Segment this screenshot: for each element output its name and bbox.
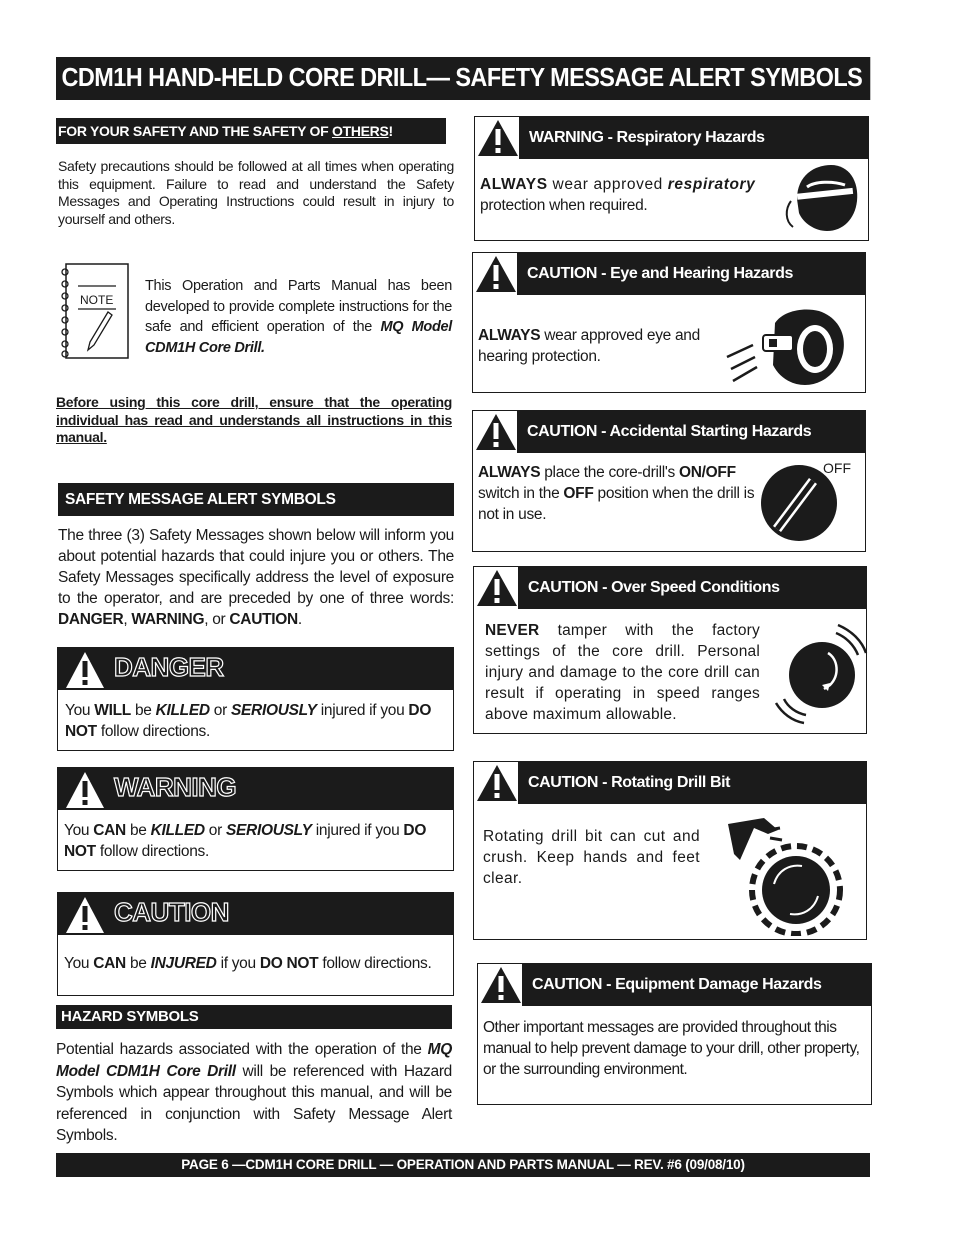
alert-end: . (297, 611, 302, 628)
eye-t2: wear approved eye and hearing protection. (478, 327, 700, 365)
accidental-starting-header (473, 411, 865, 453)
caution-t5: if you (216, 955, 260, 972)
caution-text (64, 953, 446, 974)
warning-t2: CAN (93, 822, 126, 839)
alert-triangle-icon (475, 568, 519, 608)
accidental-starting-label: CAUTION - Accidental Starting Hazards (527, 423, 812, 440)
eye-hearing-protection-icon (723, 305, 853, 389)
panel-icon-box (478, 964, 524, 1006)
off-switch-icon (759, 457, 863, 547)
note-text (145, 276, 452, 358)
alert-triangle-icon (474, 254, 518, 294)
warning-t7: injured if you (311, 822, 404, 839)
safety-heading (56, 118, 446, 144)
caution-t4: INJURED (150, 955, 217, 972)
panel-icon-box (473, 411, 519, 453)
over-speed-label: CAUTION - Over Speed Conditions (528, 579, 780, 596)
safety-text: Safety precautions should be followed at all times when operating this equipment. Failure to read and understand the Safety Messages and Operating Instructions could result in injury to yourself and others. (58, 158, 454, 227)
alert-triangle-icon (475, 763, 519, 803)
equipment-damage-panel (477, 963, 872, 1105)
warning-text (64, 820, 446, 862)
alert-word-danger: DANGER (58, 611, 124, 628)
caution-t6: DO NOT (259, 955, 319, 972)
rotating-bit-label: CAUTION - Rotating Drill Bit (528, 774, 731, 791)
eye-hearing-header (473, 253, 865, 295)
safety-heading-prefix: FOR YOUR SAFETY AND THE SAFETY OF (58, 123, 332, 139)
alert-sep-1: , (123, 611, 132, 628)
caution-t3: be (125, 955, 151, 972)
caution-t1: You (64, 955, 94, 972)
panel-icon-box (474, 567, 520, 609)
danger-word: DANGER (114, 652, 224, 682)
starting-t5: OFF (563, 485, 594, 502)
starting-t3: ON/OFF (679, 464, 736, 481)
eye-hearing-label: CAUTION - Eye and Hearing Hazards (527, 265, 793, 282)
respiratory-text (480, 174, 772, 216)
alert-symbols-text (58, 525, 454, 630)
rotating-bit-header (474, 762, 866, 804)
danger-t4: KILLED (155, 702, 210, 719)
rotating-bit-panel (473, 761, 867, 940)
warning-word: WARNING (114, 772, 237, 802)
over-speed-panel (473, 566, 867, 734)
alert-triangle-icon (64, 650, 106, 690)
alert-word-caution: CAUTION (229, 611, 298, 628)
page-title: CDM1H HAND-HELD CORE DRILL— SAFETY MESSAGE ALERT SYMBOLS (56, 57, 870, 100)
overspeed-t2: tamper with the factory settings of the core drill. Personal injury and damage to the core drill can result if operating in speed ranges above maximum allowable. (485, 622, 760, 723)
caution-word: CAUTION (114, 897, 229, 927)
equipment-damage-header (478, 964, 871, 1006)
warning-box (57, 767, 454, 871)
accidental-starting-panel (472, 410, 866, 552)
alert-word-warning: WARNING (131, 611, 205, 628)
over-speed-header (474, 567, 866, 609)
warning-t1: You (64, 822, 94, 839)
rotating-bit-icon (724, 810, 860, 936)
equipment-damage-label: CAUTION - Equipment Damage Hazards (532, 976, 822, 993)
starting-t4: switch in the (478, 485, 564, 502)
danger-t7: injured if you (316, 702, 409, 719)
respirator-icon (783, 161, 863, 237)
overspeed-t1: NEVER (485, 622, 540, 639)
danger-t1: You (65, 702, 95, 719)
note-text-plain: This Operation and Parts Manual has been developed to provide complete instructions for the safe and efficient operation of the (145, 278, 452, 335)
hazard-symbols-text (56, 1039, 452, 1147)
eye-t1: ALWAYS (478, 327, 541, 344)
caution-header (58, 893, 453, 935)
rotating-bit-text: Rotating drill bit can cut and crush. Keep hands and feet clear. (483, 828, 700, 887)
warning-t5: or (204, 822, 226, 839)
warning-t3: be (125, 822, 151, 839)
respiratory-panel (474, 116, 869, 241)
before-text: Before using this core drill, ensure that the operating individual has read and understands all instructions in this manual. (56, 394, 452, 445)
panel-icon-box (475, 117, 521, 159)
danger-t8: DO NOT (65, 702, 432, 740)
hazard-t3: will be referenced with Hazard Symbols which appear throughout this manual, and will be referenced in conjunction with Safety Message Alert Symbols. (56, 1062, 452, 1144)
respiratory-t2: wear approved (547, 176, 668, 193)
alert-triangle-icon (476, 118, 520, 158)
danger-t2: WILL (94, 702, 131, 719)
panel-icon-box (473, 253, 519, 295)
panel-icon-box (474, 762, 520, 804)
note-text-emph: MQ Model CDM1H Core Drill. (145, 319, 452, 356)
off-label: OFF (823, 460, 851, 476)
eye-hearing-panel (472, 252, 866, 393)
danger-t6: SERIOUSLY (230, 702, 317, 719)
note-icon-label: NOTE (80, 293, 114, 307)
eye-hearing-text (478, 325, 718, 367)
alert-text-main: The three (3) Safety Messages shown below will inform you about potential hazards that could injure you or others. The Safety Messages specifically address the level of exposure to the operator, and are preceded by one of three words: (58, 527, 454, 607)
danger-t5: or (209, 702, 231, 719)
alert-triangle-icon (64, 770, 106, 810)
hazard-symbols-heading: HAZARD SYMBOLS (56, 1005, 452, 1029)
caution-t2: CAN (93, 955, 126, 972)
alert-symbols-heading: SAFETY MESSAGE ALERT SYMBOLS (58, 483, 454, 516)
note-icon (56, 262, 130, 360)
alert-triangle-icon (474, 412, 518, 452)
rotating-speed-icon (774, 619, 868, 727)
alert-triangle-icon (479, 965, 523, 1005)
warning-t6: SERIOUSLY (225, 822, 312, 839)
alert-triangle-icon (64, 895, 106, 935)
warning-t8: DO NOT (64, 822, 427, 860)
starting-t1: ALWAYS (478, 464, 541, 481)
warning-t4: KILLED (150, 822, 205, 839)
page-footer: PAGE 6 —CDM1H CORE DRILL — OPERATION AND PARTS MANUAL — REV. #6 (09/08/10) (56, 1153, 870, 1177)
respiratory-label: WARNING - Respiratory Hazards (529, 129, 765, 146)
equipment-damage-text: Other important messages are provided throughout this manual to help prevent damage to your drill, other property, or the surrounding environment. (483, 1019, 860, 1078)
danger-box (57, 647, 454, 751)
safety-heading-emph: OTHERS (331, 123, 389, 139)
warning-header (58, 768, 453, 810)
respiratory-t3: respiratory (667, 176, 756, 193)
alert-sep-2: , or (204, 611, 230, 628)
starting-t2: place the core-drill's (540, 464, 679, 481)
caution-t7: follow directions. (318, 955, 432, 972)
danger-t3: be (130, 702, 156, 719)
danger-text (65, 700, 447, 742)
accidental-starting-text (478, 462, 756, 525)
danger-header (58, 648, 453, 690)
safety-heading-suffix: ! (388, 123, 393, 139)
danger-t9: follow directions. (96, 723, 211, 740)
hazard-t1: Potential hazards associated with the operation of the (56, 1041, 428, 1058)
hazard-t2: MQ Model CDM1H Core Drill (56, 1041, 452, 1080)
respiratory-t1: ALWAYS (480, 176, 548, 193)
respiratory-t4: protection when required. (480, 197, 648, 214)
warning-t9: follow directions. (95, 843, 210, 860)
respiratory-header (475, 117, 868, 159)
starting-t6: position when the drill is not in use. (478, 485, 755, 523)
over-speed-text (485, 620, 760, 725)
caution-box (57, 892, 454, 996)
